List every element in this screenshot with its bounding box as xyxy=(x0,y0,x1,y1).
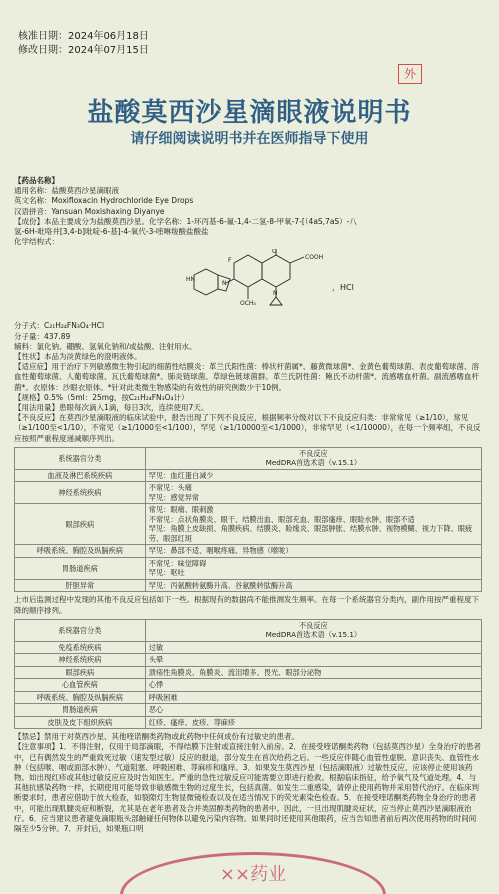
table2-header-ar xyxy=(145,619,481,641)
section-indications: 【适应症】用于治疗下列敏感微生物引起的细菌性结膜炎：革兰氏阳性菌：棒状杆菌属*、藤黄微球菌*、金黄色葡萄球菌、表皮葡萄球菌、溶血性葡萄球菌、人葡萄球菌、瓦氏葡萄球菌*、肺炎链球菌、草绿色链球菌群。革兰氏阴性菌：鲍氏不动杆菌*、流感嗜血杆菌、副流感嗜血杆菌*。衣原体：沙眼衣原体。*针对此类微生物感染的有效性的研究例数少于10例。 xyxy=(14,362,479,392)
table1-soc: 肝胆异常 xyxy=(15,579,146,592)
post-marketing-intro: 上市后监测过程中发现的其他不良反应包括如下一些。根据现有的数据尚不能推测发生频率。在每一个系统器官分类内，副作用按严重程度下降的顺序排列。 xyxy=(14,595,479,615)
table1-soc: 神经系统疾病 xyxy=(15,482,146,504)
table2-soc: 眼部疾病 xyxy=(15,666,146,679)
table2-ar: 心悸 xyxy=(145,679,481,692)
svg-text:N: N xyxy=(222,280,227,288)
table2-header-ar-title: 不良反应 xyxy=(298,620,328,630)
hcl-label: ，HCl xyxy=(332,283,354,293)
table1-ar: 罕见：鼻部不适、咽喉疼痛、异物感（喉咙） xyxy=(145,545,481,558)
section-drug-name: 【药品名称】 xyxy=(14,176,59,185)
english-name: 英文名称：Moxifloxacin Hydrochloride Eye Drops xyxy=(14,196,194,206)
adverse-table-2 xyxy=(14,619,482,730)
table2-soc: 心血管疾病 xyxy=(15,679,146,692)
section-spec: 【规格】0.5%（5ml：25mg，按C₂₁H₂₄FN₃O₄计） xyxy=(14,392,189,402)
otc-badge: 外 xyxy=(398,64,422,84)
table-row xyxy=(15,545,482,558)
page-subtitle: 请仔细阅读说明书并在医师指导下使用 xyxy=(130,131,369,147)
table-row xyxy=(15,557,482,579)
excipients: 辅料：氯化钠、硼酸、氢氧化钠和/或盐酸、注射用水。 xyxy=(14,341,197,351)
composition-line1: 【成份】本品主要成分为盐酸莫西沙星。化学名称：1-环丙基-6-氟-1,4-二氢-8-甲氧-7-[（4aS,7aS）-八 xyxy=(14,216,357,226)
svg-text:N: N xyxy=(273,290,278,298)
table-row xyxy=(15,579,482,592)
table-row xyxy=(15,482,482,504)
section-properties: 【性状】本品为淡黄绿色的澄明液体。 xyxy=(14,352,142,362)
leaflet-body xyxy=(14,176,482,834)
table1-ar: 罕见：丙氨酸转氨酶升高、谷氨酰转肽酶升高 xyxy=(145,579,481,592)
section-contraindications: 【禁忌】禁用于对莫西沙星、其他喹诺酮类药物或此药物中任何成份有过敏史的患者。 xyxy=(14,732,299,742)
svg-text:O: O xyxy=(272,249,277,256)
table2-ar: 头晕 xyxy=(145,654,481,667)
svg-text:F: F xyxy=(228,257,232,265)
table1-soc: 血液及淋巴系统疾病 xyxy=(15,469,146,482)
table1-ar: 不常见：味觉障碍 罕见：呕吐 xyxy=(145,557,481,579)
table2-header-ar-sub: MedDRA首选术语（v.15.1） xyxy=(265,630,362,640)
table1-soc: 眼部疾病 xyxy=(15,504,146,545)
page-title: 盐酸莫西沙星滴眼液说明书 xyxy=(87,98,412,128)
table-row xyxy=(15,469,482,482)
composition-line2: 氢-6H-吡咯并[3,4-b]吡啶-6-基]-4-氧代-3-喹啉羧酸盐酸盐 xyxy=(14,227,209,237)
structure-drawing xyxy=(174,249,324,315)
section-dosage: 【用法用量】患眼每次滴入1滴，每日3次，连续使用7天。 xyxy=(14,403,209,413)
table2-header-soc: 系统器官分类 xyxy=(15,619,146,641)
molecular-weight: 分子量：437.89 xyxy=(14,331,71,341)
revision-date: 修改日期：2024年07月15日 xyxy=(18,45,149,56)
svg-text:OCH₃: OCH₃ xyxy=(240,300,256,308)
table1-header-ar-title: 不良反应 xyxy=(298,448,328,458)
table2-soc: 胃肠道疾病 xyxy=(15,704,146,717)
svg-text:HN: HN xyxy=(186,276,195,284)
table-row xyxy=(15,679,482,692)
table2-soc: 神经系统疾病 xyxy=(15,654,146,667)
structure-label: 化学结构式： xyxy=(14,237,59,247)
table2-ar: 恶心 xyxy=(145,704,481,717)
approval-date: 核准日期：2024年06月18日 xyxy=(18,31,149,42)
table2-soc: 呼吸系统、胸腔及纵膈疾病 xyxy=(15,691,146,704)
svg-text:COOH: COOH xyxy=(305,254,324,262)
table-row xyxy=(15,654,482,667)
section-adverse: 【不良反应】在莫西沙星滴眼液的临床试验中，报告出现了下列不良反应，根据频率分级对以下不良反应归类：非常常见（≥1/10），常见（≥1/100至<1/10），不常见（≥1/1000至<1/100），罕见（≥1/10000至<1/1000），非常罕见（<1/10000），在每一个频率组，不良反应按照严重程度递减顺序列出。 xyxy=(14,413,481,443)
generic-name: 通用名称：盐酸莫西沙星滴眼液 xyxy=(14,186,119,196)
table1-header-soc: 系统器官分类 xyxy=(15,447,146,469)
table1-ar: 不常见：头痛 罕见：感觉异常 xyxy=(145,482,481,504)
table-row xyxy=(15,691,482,704)
table-row xyxy=(15,704,482,717)
molecular-formula: 分子式：C₂₁H₂₄FN₃O₄·HCl xyxy=(14,321,105,331)
company-seal: ××药业 xyxy=(120,852,386,894)
table2-ar: 呼吸困难 xyxy=(145,691,481,704)
table2-ar: 溃疡性角膜炎、角膜炎、流泪增多、畏光、眼部分泌物 xyxy=(145,666,481,679)
table-row xyxy=(15,666,482,679)
pinyin-name: 汉语拼音：Yansuan Moxishaxing Diyanye xyxy=(14,206,165,216)
chemical-structure xyxy=(14,249,482,315)
table1-header-ar-sub: MedDRA首选术语（v.15.1） xyxy=(265,458,362,468)
table1-ar: 常见：眼痛、眼刺激 不常见：点状角膜炎、眼干、结膜出血、眼部充血、眼部瘙痒、眼睑水肿、眼部不适 罕见：角膜上皮缺损、角膜疾病、结膜炎、睑缘炎、眼部肿胀、结膜水肿、视物模糊、视力下降、眼疲劳、眼部红斑 xyxy=(145,504,481,545)
table-row xyxy=(15,641,482,654)
table-row xyxy=(15,504,482,545)
table1-soc: 呼吸系统、胸腔及纵膈疾病 xyxy=(15,545,146,558)
table2-ar: 过敏 xyxy=(145,641,481,654)
table1-header-ar xyxy=(145,447,481,469)
adverse-table-1 xyxy=(14,447,482,593)
table2-soc: 免疫系统疾病 xyxy=(15,641,146,654)
table1-soc: 胃肠道疾病 xyxy=(15,557,146,579)
date-block xyxy=(18,30,149,58)
table2-ar: 红疹、瘙痒、皮疹、荨麻疹 xyxy=(145,716,481,729)
section-precautions: 【注意事项】1．不得注射，仅用于局部滴眼，不得结膜下注射或直接注射入前房。2．在接受喹诺酮类药物（包括莫西沙星）全身治疗的患者中，已有偶然发生的严重致死过敏（速发型过敏）反应的报道，部分发生在首次给药之后。一些反应伴随心血管性虚脱、意识丧失、血管性水肿（包括喉、咽或面部水肿）、气道阻塞、呼吸困难、荨麻疹和瘙痒。3．如果发生莫西沙星（包括滴眼液）过敏性反应，应该停止使用该药物。如出现红疹或其他过敏反应应及时告知医生。严重的急性过敏反应可能需要立即进行抢救。根据临床指征，给予氧气及气道处理。4．与其他抗感染药物一样，长期使用可能导致非敏感微生物的过度生长，包括真菌。如发生二重感染，请停止使用药物并采用替代治疗。在临床判断要求时，患者应借助于放大检查，如裂隙灯生物显微镜检查以及在适当情况下的荧光素染色检查。5．在接受喹诺酮类药物全身治疗的患者中，可能出现肌腱炎症和断裂，尤其是在老年患者及合并类固醇类药物的患者中。因此，一旦出现肌腱炎症状，应当停止莫西沙星滴眼液治疗。6．应当建议患者避免滴眼瓶头部触碰任何物体以避免污染内容物。如果同时还使用其他眼药，应当告知患者前后两次使用药物的时间间隔至少5分钟。7．开封后，如果瓶口明 xyxy=(14,742,482,834)
table1-ar: 罕见：血红蛋白减少 xyxy=(145,469,481,482)
table2-soc: 皮肤及皮下组织疾病 xyxy=(15,716,146,729)
table-row xyxy=(15,716,482,729)
